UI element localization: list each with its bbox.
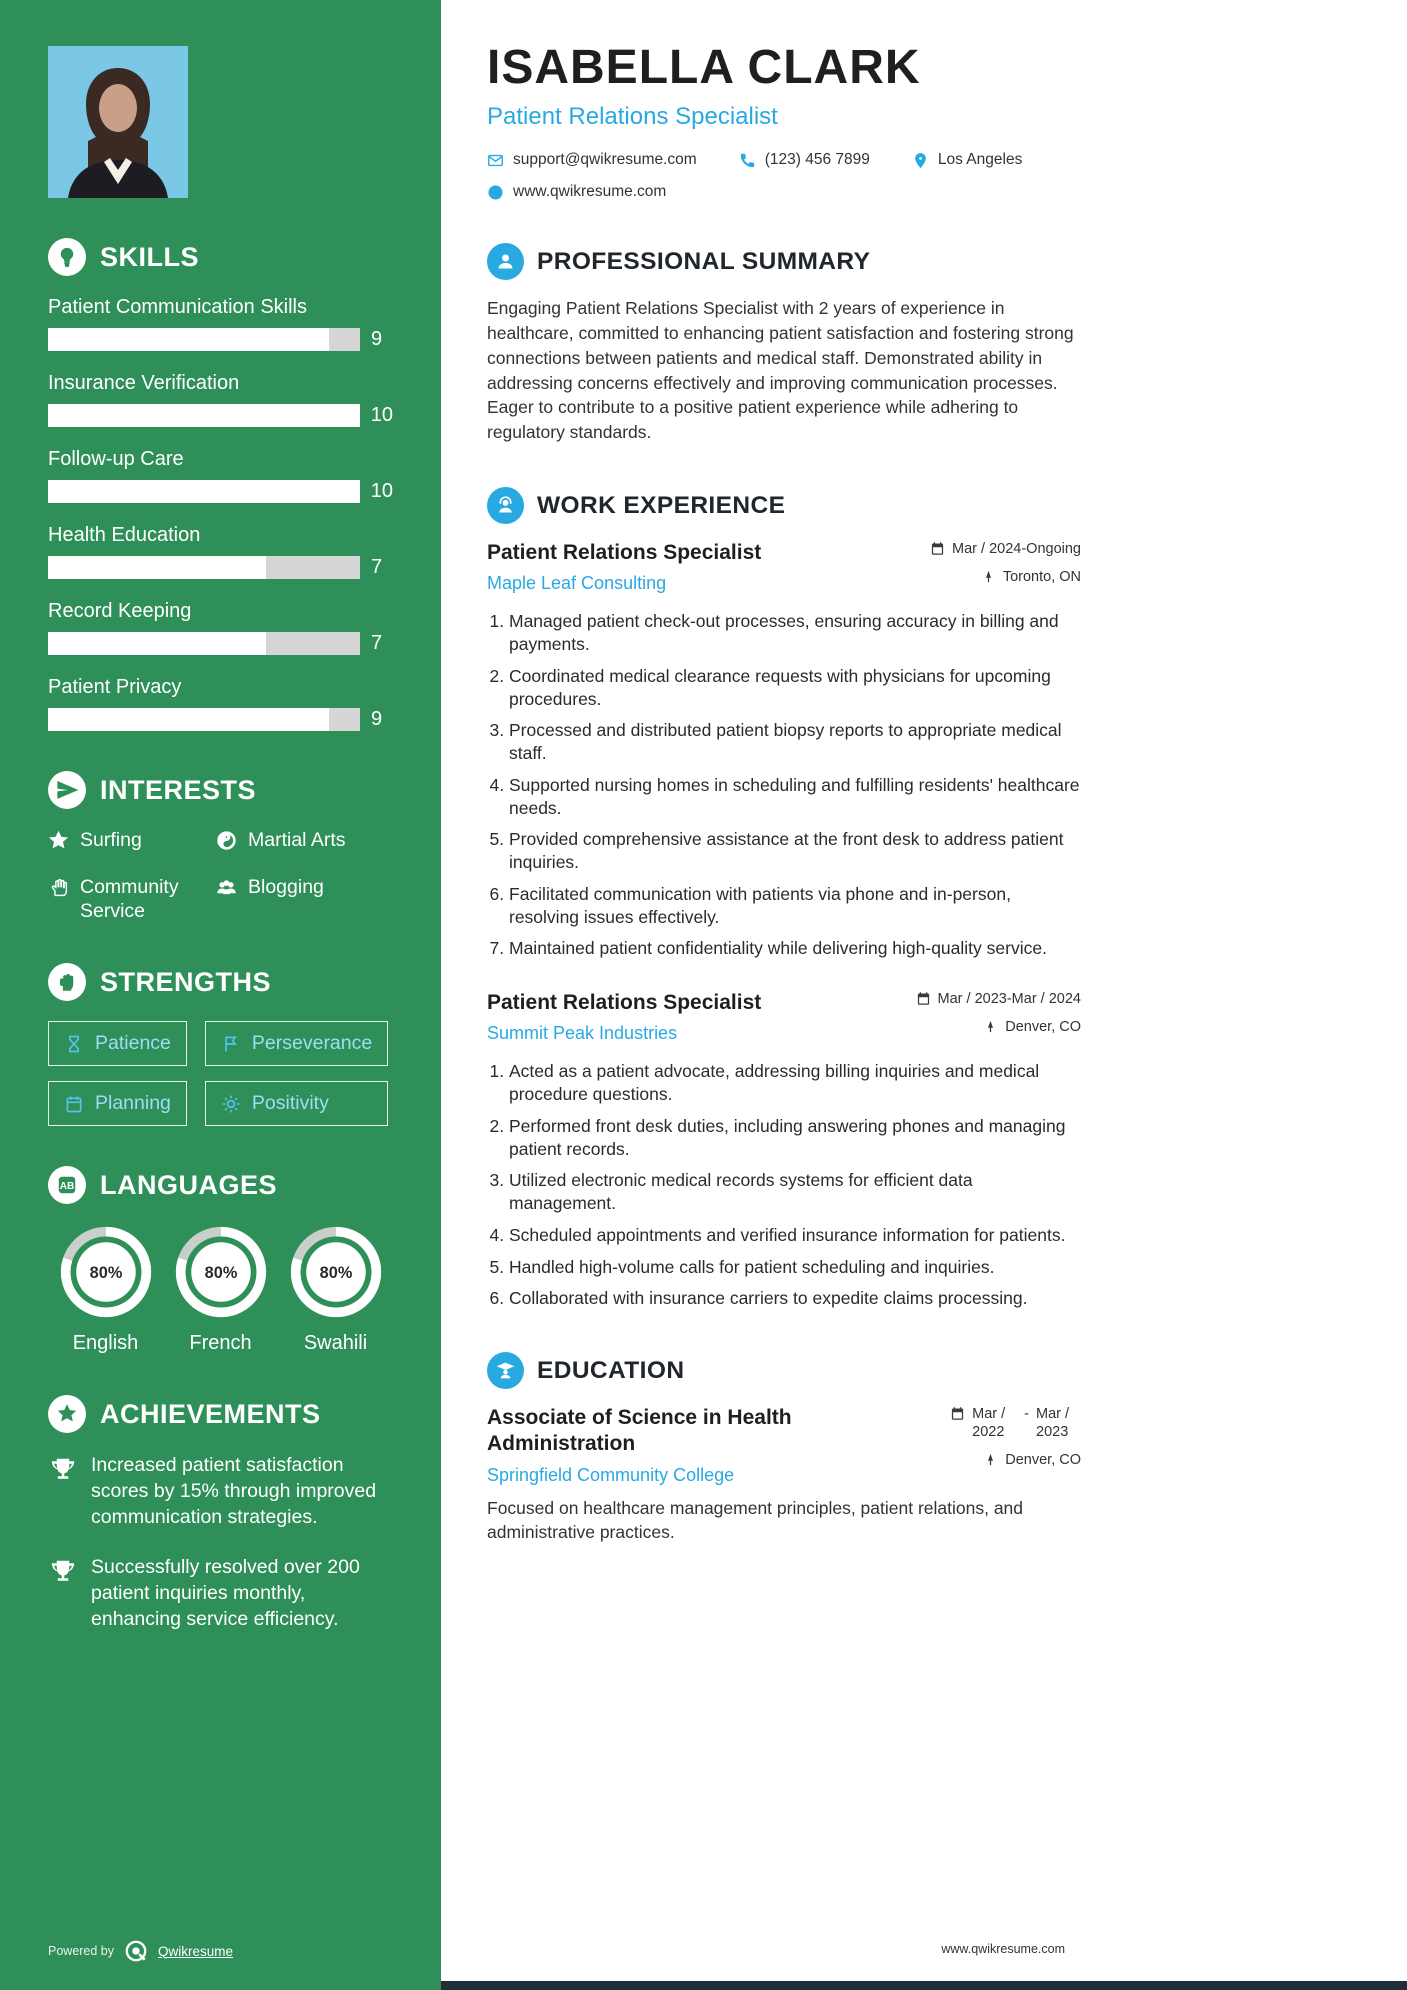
profile-photo [48,46,188,198]
powered-by-label: Powered by [48,1944,115,1958]
svg-text:80%: 80% [89,1263,122,1282]
language-label: English [72,1332,139,1355]
profile-photo-illustration [48,46,188,198]
skill-item: Follow-up Care 10 [48,448,393,502]
skill-value: 9 [371,708,383,730]
map-pin-icon [983,1019,998,1034]
calendar-icon [930,541,945,556]
skill-bar [48,632,360,655]
job-entry [487,540,1081,960]
paper-plane-icon [48,771,86,809]
email-link[interactable]: support@qwikresume.com [513,151,697,168]
strengths-heading: STRENGTHS [100,966,272,997]
svg-text:80%: 80% [319,1263,352,1282]
job-location: Denver, CO [911,1018,1081,1036]
achievement-item: Increased patient satisfaction scores by 15% through improved communication strategies. [48,1453,393,1531]
sidebar-footer [48,1938,233,1964]
job-title: Patient Relations Specialist [487,541,762,565]
languages-section [48,1166,393,1355]
summary-heading: PROFESSIONAL SUMMARY [537,247,871,275]
skill-bar [48,404,360,427]
interests-heading: INTERESTS [100,774,257,805]
trophy-icon [48,1455,78,1485]
language-label: French [189,1332,252,1355]
skill-value: 10 [370,404,393,426]
skills-heading: SKILLS [100,241,200,272]
skill-value: 7 [371,632,383,654]
achievements-section [48,1395,393,1633]
star-badge-icon [48,1395,86,1433]
map-pin-icon [981,569,996,584]
skill-item: Insurance Verification 10 [48,372,393,426]
location-pin-icon [912,152,929,169]
experience-heading: WORK EXPERIENCE [537,491,786,519]
website-row [487,183,1081,201]
education-meta [911,1405,1081,1486]
calendar-icon [64,1094,84,1114]
svg-text:AB: AB [59,1181,75,1193]
skill-bar [48,708,360,731]
education-section [487,1352,1081,1545]
star-icon [48,830,69,851]
lightbulb-icon [48,238,86,276]
job-bullet: 4. Scheduled appointments and verified insurance information for patients. [509,1224,1081,1247]
skill-bar [48,328,360,351]
phone-item: (123) 456 7899 [739,151,870,169]
education-heading: EDUCATION [537,1356,685,1384]
job-bullet: 2. Performed front desk duties, including answering phones and managing patient records. [509,1115,1081,1161]
strength-chip: Patience [48,1021,187,1066]
globe-icon [487,184,504,201]
job-bullet: 1. Acted as a patient advocate, addressing billing inquiries and medical procedure questions. [509,1060,1081,1106]
language-donut [173,1224,269,1320]
interest-item: Surfing [48,829,216,852]
flag-icon [221,1034,241,1054]
website-item [487,183,666,201]
translate-icon [48,1166,86,1204]
skill-bar [48,556,360,579]
email-item [487,151,697,169]
summary-text: Engaging Patient Relations Specialist with 2 years of experience in healthcare, committed to enhancing patient satisfaction and fostering strong connections between patients and medical staff. Demonstrated ability in addressing concerns effectively and improving communication processes. Eager to contribute to a positive patient experience while adhering to regulatory standards. [487,298,1074,443]
interest-item: Blogging [216,876,393,923]
job-meta [911,540,1081,596]
person-icon [487,243,524,280]
interest-item: Community Service [48,876,216,923]
school-name: Springfield Community College [487,1464,735,1485]
main-content [441,0,1081,1990]
job-meta [911,990,1081,1046]
education-description: Focused on healthcare management principles, patient relations, and administrative practices. [487,1497,1024,1543]
achievement-item: Successfully resolved over 200 patient inquiries monthly, enhancing service efficiency. [48,1555,393,1633]
phone-icon [739,152,756,169]
job-bullet: 3. Processed and distributed patient biopsy reports to appropriate medical staff. [509,719,1081,765]
bottom-strip [441,1981,1407,1990]
language-donut [58,1224,154,1320]
location-item: Los Angeles [912,151,1022,169]
candidate-name: ISABELLA CLARK [487,41,921,94]
strength-chip: Perseverance [205,1021,388,1066]
sun-icon [221,1094,241,1114]
yin-yang-icon [216,830,237,851]
job-bullet: 6. Facilitated communication with patients via phone and in-person, resolving issues effectively. [509,883,1081,929]
interest-item: Martial Arts [216,829,393,852]
svg-text:80%: 80% [204,1263,237,1282]
job-bullet: 1. Managed patient check-out processes, ensuring accuracy in billing and payments. [509,610,1081,656]
languages-heading: LANGUAGES [100,1169,278,1200]
job-bullet: 7. Maintained patient confidentiality while delivering high-quality service. [509,937,1081,960]
skill-item: Record Keeping 7 [48,600,383,654]
candidate-title: Patient Relations Specialist [487,103,778,130]
qwikresume-link[interactable]: Qwikresume [158,1943,234,1959]
job-location: Toronto, ON [911,568,1081,586]
website-link[interactable]: www.qwikresume.com [513,183,667,200]
job-title: Patient Relations Specialist [487,991,762,1015]
strengths-section [48,963,393,1126]
experience-section [487,487,1081,1310]
skill-value: 9 [371,328,383,350]
footer-website: www.qwikresume.com [941,1942,1065,1956]
sidebar [0,0,441,1990]
skill-value: 10 [370,480,393,502]
envelope-icon [487,152,504,169]
graduate-icon [487,1352,524,1389]
skill-bar [48,480,360,503]
language-donut [288,1224,384,1320]
skill-item: Health Education 7 [48,524,383,578]
strength-chip: Positivity [205,1081,388,1126]
job-bullet: 3. Utilized electronic medical records systems for efficient data management. [509,1169,1081,1215]
map-pin-icon [983,1452,998,1467]
job-dates: Mar / 2024-Ongoing [911,540,1081,558]
calendar-icon [950,1406,965,1421]
qwikresume-logo-icon [123,1938,149,1964]
interests-section [48,771,393,923]
job-bullet-list [487,610,1081,960]
trophy-icon [48,1557,78,1587]
job-entry [487,990,1081,1310]
job-bullet: 2. Coordinated medical clearance requests with physicians for upcoming procedures. [509,665,1081,711]
education-dates: Mar / 2022 - Mar / 2023 [911,1405,1081,1441]
skill-value: 7 [371,556,383,578]
job-bullet: 5. Handled high-volume calls for patient scheduling and inquiries. [509,1256,1081,1279]
summary-section [487,243,1081,445]
job-bullet: 5. Provided comprehensive assistance at the front desk to address patient inquiries. [509,828,1081,874]
skill-item: Patient Communication Skills 9 [48,296,383,350]
calendar-icon [916,991,931,1006]
skills-section [48,238,393,731]
job-bullet: 4. Supported nursing homes in scheduling and fulfilling residents' healthcare needs. [509,774,1081,820]
person-headset-icon [487,487,524,524]
contact-row [487,151,1081,169]
job-bullet-list [487,1060,1081,1310]
hand-icon [48,877,69,898]
education-location: Denver, CO [911,1451,1081,1469]
job-bullet: 6. Collaborated with insurance carriers to expedite claims processing. [509,1287,1081,1310]
achievements-heading: ACHIEVEMENTS [100,1398,321,1429]
language-label: Swahili [303,1332,368,1355]
hourglass-icon [64,1034,84,1054]
strength-chip: Planning [48,1081,187,1126]
job-company: Maple Leaf Consulting [487,573,667,594]
people-icon [216,877,237,898]
fist-icon [48,963,86,1001]
degree-title: Associate of Science in Health Administration [487,1406,792,1456]
job-company: Summit Peak Industries [487,1023,678,1044]
skill-item: Patient Privacy 9 [48,676,383,730]
job-dates: Mar / 2023-Mar / 2024 [911,990,1081,1008]
